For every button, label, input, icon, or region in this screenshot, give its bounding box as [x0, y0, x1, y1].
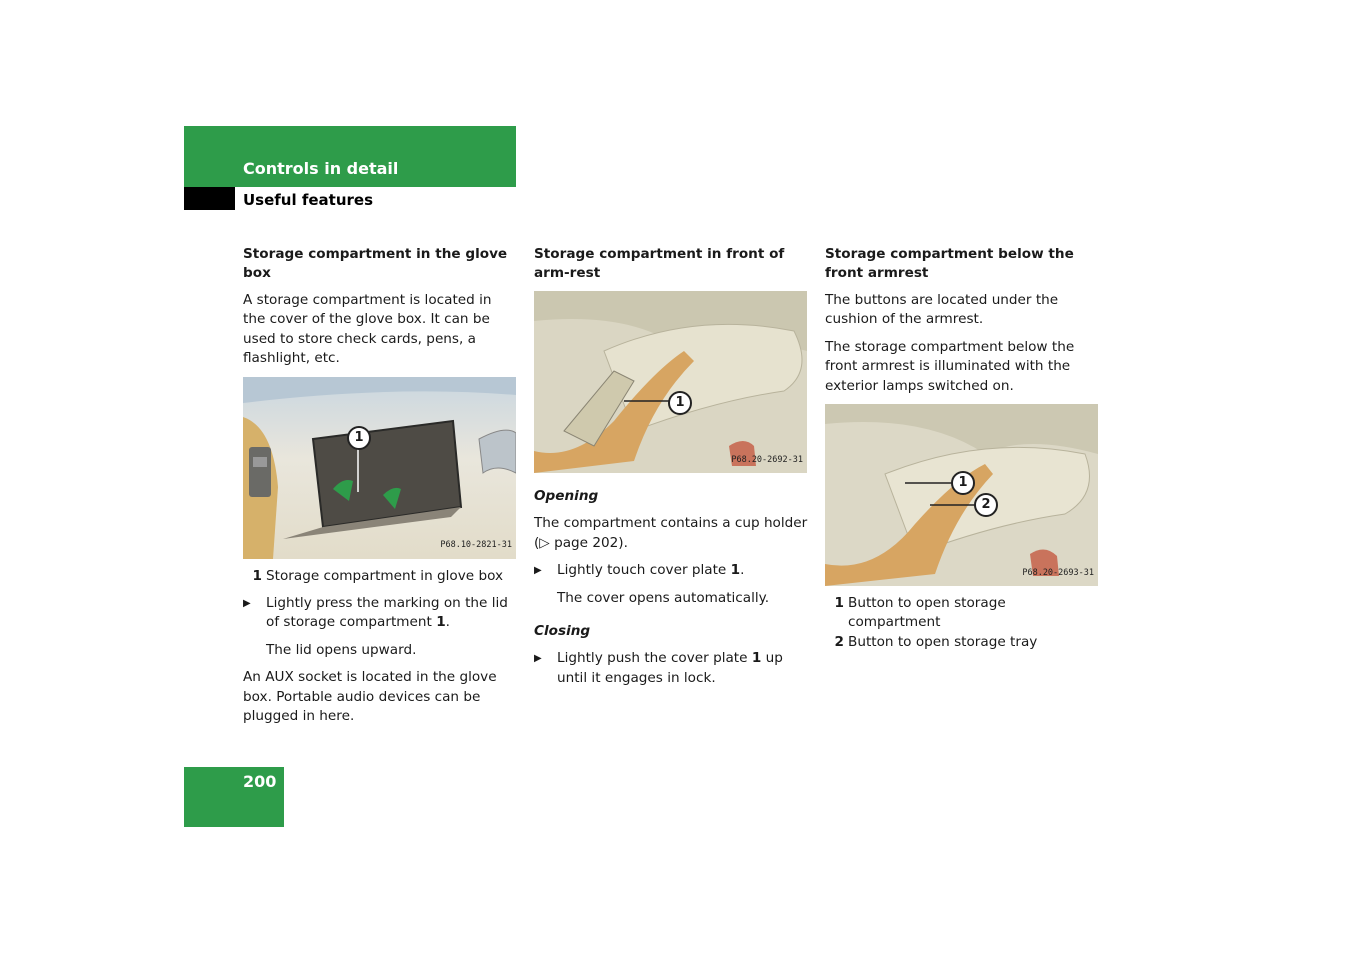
step-text: Lightly push the cover plate: [557, 650, 748, 667]
glove-box-illustration: [243, 377, 516, 559]
heading-front-armrest: Storage compartment in front of arm-rest: [534, 246, 785, 281]
heading-glove-box: Storage compartment in the glove box: [243, 246, 508, 281]
glove-box-intro: A storage compartment is located in the cover of the glove box. It can be used to store check cards, pens, a flashlight, etc.: [243, 292, 492, 367]
buttons-location-text: The buttons are located under the cushion of the armrest.: [825, 292, 1059, 328]
step-ref: 1: [751, 650, 762, 667]
legend-number: 2: [834, 633, 844, 650]
below-armrest-illustration: [825, 404, 1098, 586]
instruction-step: [534, 561, 808, 580]
column-below-armrest: [825, 245, 1099, 652]
legend-number: 1: [252, 567, 262, 584]
legend-text: Storage compartment in glove box: [266, 567, 504, 584]
step-ref: 1: [730, 562, 741, 579]
illumination-text: The storage compartment below the front armrest is illuminated with the exterior lamps switched on.: [825, 338, 1075, 394]
armrest-illustration: [534, 291, 807, 473]
page-number: 200: [243, 772, 277, 791]
legend-text: Button to open storage compartment: [848, 595, 1006, 631]
section-title: Controls in detail: [243, 159, 399, 178]
callout-1: 1: [951, 471, 975, 495]
opening-heading: Opening: [534, 488, 599, 504]
callout-1: 1: [347, 426, 371, 450]
instruction-step: [243, 594, 517, 633]
column-glove-box: [243, 245, 517, 734]
step-suffix: .: [740, 562, 745, 579]
bullet-arrow-icon: ▶: [534, 565, 542, 577]
step-ref: 1: [436, 614, 446, 631]
legend-item: [825, 594, 1099, 633]
bullet-arrow-icon: ▶: [534, 653, 542, 665]
armrest-figure: [534, 291, 807, 473]
legend-number: 1: [834, 595, 844, 612]
below-armrest-figure: [825, 404, 1098, 586]
step-text: Lightly press the marking on the lid of storage compartment: [266, 595, 508, 631]
callout-2: 2: [974, 493, 998, 517]
subsection-title: Useful features: [243, 191, 374, 209]
closing-heading: Closing: [534, 623, 591, 640]
figure-code: P68.10-2821-31: [440, 540, 512, 551]
figure-code: P68.20-2693-31: [1022, 567, 1094, 578]
column-front-armrest: [534, 245, 808, 696]
bullet-arrow-icon: ▶: [243, 598, 251, 610]
legend-text: Button to open storage tray: [848, 633, 1038, 650]
figure-code: P68.20-2692-31: [731, 454, 803, 465]
callout-1: 1: [668, 391, 692, 415]
step-result: The lid opens upward.: [266, 641, 417, 658]
aux-socket-note: An AUX socket is located in the glove box. Portable audio devices can be plugged in here.: [243, 669, 497, 725]
step-suffix: up until it engages in lock.: [557, 650, 783, 686]
step-suffix: .: [445, 614, 450, 631]
instruction-step: [534, 649, 808, 688]
glove-box-figure: [243, 377, 516, 559]
legend-item: [243, 567, 517, 586]
heading-below-armrest: Storage compartment below the front armrest: [825, 246, 1074, 281]
step-result: The cover opens automatically.: [557, 589, 770, 606]
opening-text: The compartment contains a cup holder (▷ page 202).: [534, 515, 808, 551]
step-text: Lightly touch cover plate: [557, 562, 727, 579]
header-tab-marker: [184, 187, 235, 210]
legend-item: [825, 633, 1099, 652]
